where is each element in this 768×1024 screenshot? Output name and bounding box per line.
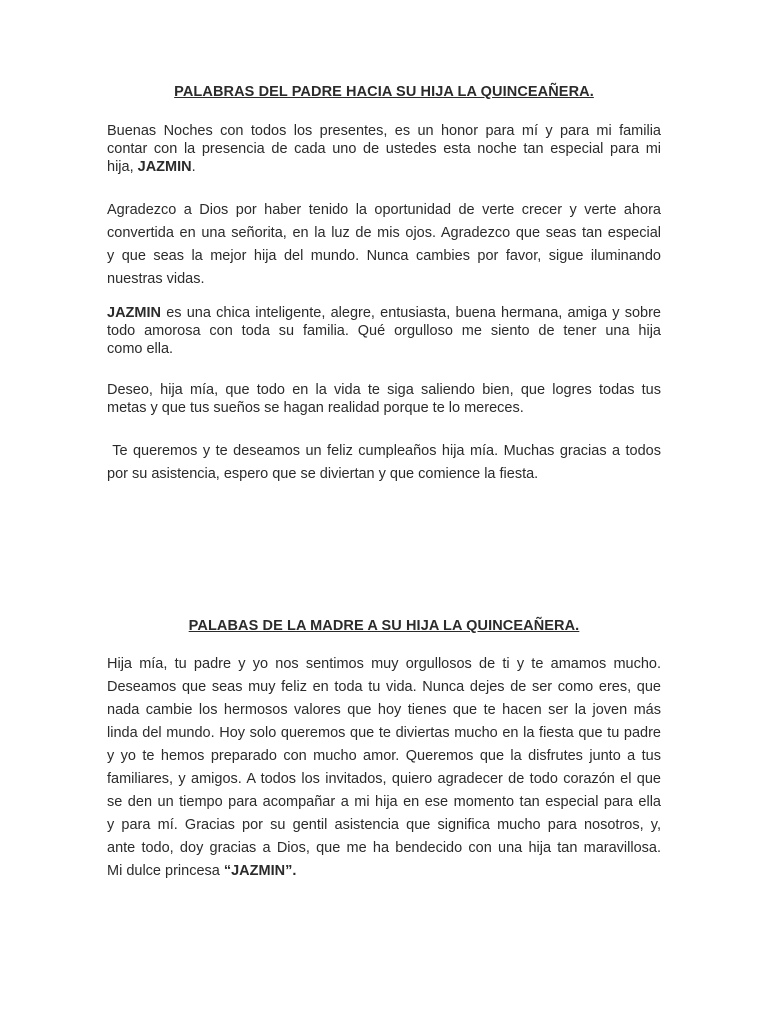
text-line: JAZMIN es una chica inteligente, alegre, entusiasta, buena hermana, amiga y sobre <box>107 305 661 321</box>
text-line: nada cambie los hermosos valores que hoy tienes que te hacen ser la joven más <box>107 702 661 718</box>
mother-heading: PALABAS DE LA MADRE A SU HIJA LA QUINCEAÑERA. <box>188 618 580 634</box>
father-paragraph-1 <box>107 122 661 176</box>
text-line: hija, JAZMIN. <box>107 159 196 175</box>
text-line: contar con la presencia de cada uno de ustedes esta noche tan especial para mi <box>107 141 661 157</box>
text-line: por su asistencia, espero que se diviertan y que comience la fiesta. <box>107 466 539 482</box>
text-line: linda del mundo. Hoy solo queremos que te diviertas mucho en la fiesta que tu padre <box>107 725 661 741</box>
father-paragraph-2 <box>107 199 661 291</box>
text-line: y yo te hemos preparado con mucho amor. Queremos que la disfrutes junto a tus <box>107 748 661 764</box>
text-line: Mi dulce princesa “JAZMIN”. <box>107 863 297 879</box>
text-line: Deseamos que seas muy feliz en toda tu vida. Nunca dejes de ser como eres, que <box>107 679 661 695</box>
text-line: y que seas la mejor hija del mundo. Nunca cambies por favor, sigue iluminando <box>107 248 661 264</box>
text-line: metas y que tus sueños se hagan realidad porque te lo mereces. <box>107 400 524 416</box>
text-line: familiares, y amigos. A todos los invitados, quiero agradecer de todo corazón el que <box>107 771 661 787</box>
text-line: Deseo, hija mía, que todo en la vida te siga saliendo bien, que logres todas tus <box>107 382 661 398</box>
name-jazmin: JAZMIN <box>107 305 161 321</box>
mother-paragraph <box>107 653 661 883</box>
text-line: Buenas Noches con todos los presentes, es un honor para mí y para mi familia <box>107 123 661 139</box>
text-line: Te queremos y te deseamos un feliz cumpleaños hija mía. Muchas gracias a todos <box>107 443 661 459</box>
text-line: todo amorosa con toda su familia. Qué orgulloso me siento de tener una hija <box>107 323 661 339</box>
text-line: convertida en una señorita, en la luz de mis ojos. Agradezco que seas tan especial <box>107 225 661 241</box>
text-line: ante todo, doy gracias a Dios, que me ha bendecido con una hija tan maravillosa. <box>107 840 661 856</box>
text-line: como ella. <box>107 341 174 357</box>
name-jazmin: “JAZMIN”. <box>223 863 297 879</box>
name-jazmin: JAZMIN <box>137 159 192 175</box>
text-line: se den un tiempo para acompañar a mi hija en ese momento tan especial para ella <box>107 794 661 810</box>
father-heading: PALABRAS DEL PADRE HACIA SU HIJA LA QUINCEAÑERA. <box>174 84 594 100</box>
father-paragraph-5 <box>107 440 661 486</box>
text-line: nuestras vidas. <box>107 271 205 287</box>
father-paragraph-4 <box>107 381 661 417</box>
text-line: y para mí. Gracias por su gentil asistencia que significa mucho para nosotros, y, <box>107 817 661 833</box>
text-line: Hija mía, tu padre y yo nos sentimos muy orgullosos de ti y te amamos mucho. <box>107 656 661 672</box>
father-paragraph-3 <box>107 304 661 358</box>
text-line: Agradezco a Dios por haber tenido la oportunidad de verte crecer y verte ahora <box>107 202 661 218</box>
